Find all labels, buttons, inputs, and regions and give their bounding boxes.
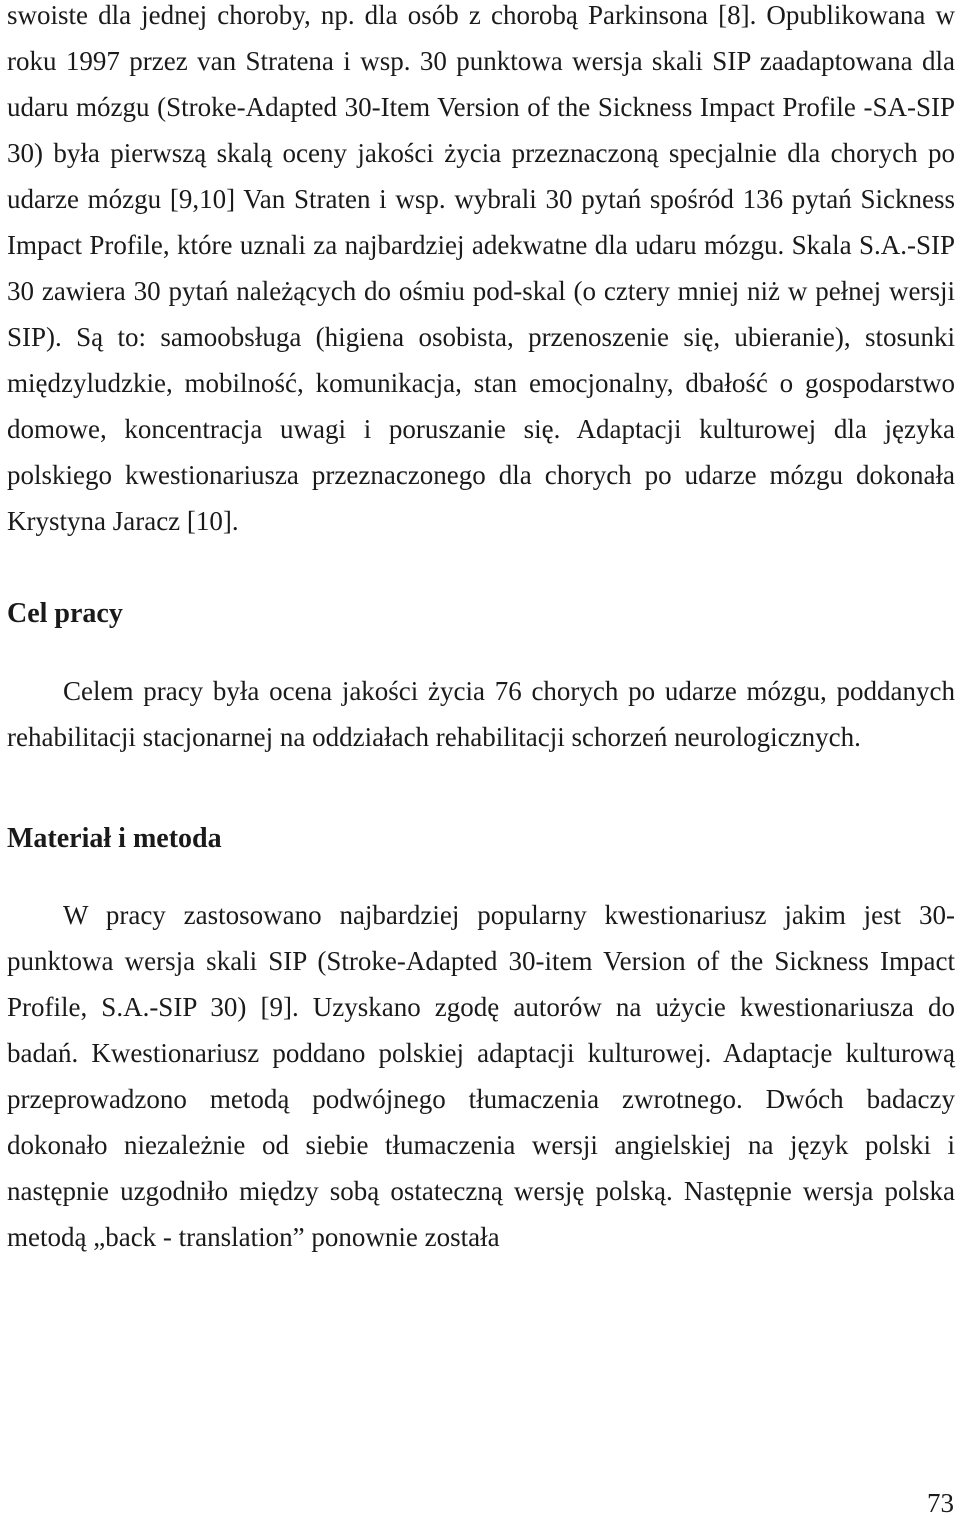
- section-heading-methods: Materiał i metoda: [7, 823, 222, 854]
- body-paragraph: swoiste dla jednej choroby, np. dla osób z chorobą Parkinsona [8]. Opublikowana w roku 1997 przez van Stratena i wsp. 30 punktowa wersja skali SIP zaadaptowana dla udaru mózgu (Stroke-Adapted 30-Item Version of the Sickness Impact Profile -SA-SIP 30) była pierwszą skalą oceny jakości życia przeznaczoną specjalnie dla chorych po udarze mózgu [9,10] Van Straten i wsp. wybrali 30 pytań spośród 136 pytań Sickness Impact Profile, które uznali za najbardziej adekwatne dla udaru mózgu. Skala S.A.-SIP 30 zawiera 30 pytań należących do ośmiu pod-skal (o cztery mniej niż w pełnej wersji SIP). Są to: samoobsługa (higiena osobista, przenoszenie się, ubieranie), stosunki międzyludzkie, mobilność, komunikacja, stan emocjonalny, dbałość o gospodarstwo domowe, koncentracja uwagi i poruszanie się. Adaptacji kulturowej dla języka polskiego kwestionariusza przeznaczonego dla chorych po udarze mózgu dokonała Krystyna Jaracz [10].: [7, 0, 955, 536]
- body-paragraph: W pracy zastosowano najbardziej popularny kwestionariusz jakim jest 30-punktowa wersja skali SIP (Stroke-Adapted 30-item Version of the Sickness Impact Profile, S.A.-SIP 30) [9]. Uzyskano zgodę autorów na użycie kwestionariusza do badań. Kwestionariusz poddano polskiej adaptacji kulturowej. Adaptacje kulturową przeprowadzono metodą podwójnego tłumaczenia zwrotnego. Dwóch badaczy dokonało niezależnie od siebie tłumaczenia wersji angielskiej na język polski i następnie uzgodniło między sobą ostateczną wersję polską. Następnie wersja polska metodą „back - translation” ponownie została: [7, 900, 955, 1252]
- section-heading-aim: Cel pracy: [7, 598, 123, 629]
- page-number: 73: [927, 1488, 954, 1518]
- document-page: [7, 0, 955, 1260]
- body-paragraph: Celem pracy była ocena jakości życia 76 chorych po udarze mózgu, poddanych rehabilitacji stacjonarnej na oddziałach rehabilitacji schorzeń neurologicznych.: [7, 676, 955, 752]
